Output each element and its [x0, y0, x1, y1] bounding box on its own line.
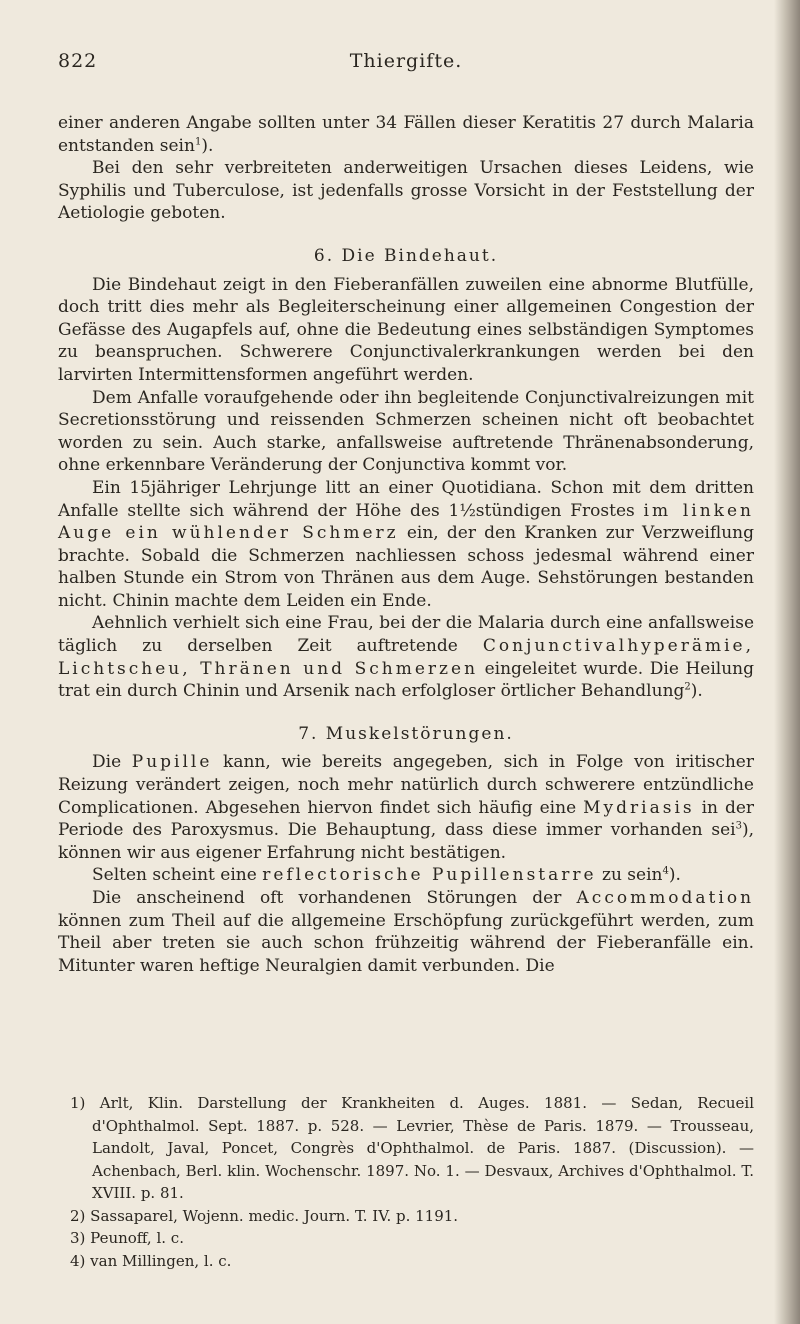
paragraph: Die Bindehaut zeigt in den Fieberanfällen zuweilen eine abnorme Blutfülle, doch tritt dies mehr als Begleiterscheinung einer allgemeinen Congestion der Gefässe des Augapfels auf, ohne die Bedeutung eines selbständigen Symptomes zu beanspruchen. Schwerere Conjunctivalerkrankungen werden bei den larvirten Intermittensformen angeführt werden. — [58, 274, 754, 385]
paragraph: Ein 15jähriger Lehrjunge litt an einer Quotidiana. Schon mit dem dritten Anfalle stellte sich während der Höhe des 1½stündigen Frostes im linken Auge ein wühlender Schmerz ein, der den Kranken zur Verzweiflung brachte. Sobald die Schmerzen nachliessen schoss jedesmal während einer halben Stunde ein Strom von Thränen aus dem Auge. Sehstörungen bestanden nicht. Chinin machte dem Leiden ein Ende. — [58, 477, 754, 611]
paragraph: Aehnlich verhielt sich eine Frau, bei der die Malaria durch eine anfallsweise täglich zu derselben Zeit auftretende Conjunctivalhyperämie, Lichtscheu, Thränen und Schmerzen eingeleitet wurde. Die Heilung trat ein durch Chinin und Arsenik nach erfolgloser örtlicher Behandlung$^2$). — [58, 613, 755, 702]
paragraph: Dem Anfalle voraufgehende oder ihn begleitende Conjunctivalreizungen mit Secretionsstörung und reissenden Schmerzen scheinen nicht oft beobachtet worden zu sein. Auch starke, anfallsweise auftretende Thränenabsonderung, ohne erkennbare Veränderung der Conjunctiva kommt vor. — [58, 387, 754, 476]
spaced-emphasis: Conjunctivalhyperämie, Lichtscheu, Thränen und Schmerzen — [58, 636, 754, 679]
page-header — [58, 50, 754, 76]
spaced-emphasis: im linken Auge ein wühlender Schmerz — [58, 500, 754, 544]
running-title: Thiergifte. — [349, 50, 463, 72]
footnote-ref: 4 — [662, 865, 669, 877]
spaced-emphasis: Mydriasis — [583, 797, 695, 818]
footnote: 4) van Millingen, l. c. — [70, 1251, 232, 1270]
body-text — [58, 112, 754, 977]
footnote-ref: 2 — [684, 681, 691, 693]
paragraph: Bei den sehr verbreiteten anderweitigen Ursachen dieses Leidens, wie Syphilis und Tuberculose, ist jedenfalls grosse Vorsicht in der Feststellung der Aetiologie geboten. — [58, 158, 754, 224]
footnotes — [58, 1092, 754, 1272]
paragraph: Die Pupille kann, wie bereits angegeben, sich in Folge von iritischer Reizung verändert zeigen, noch mehr natürlich durch schwerere entzündliche Complicationen. Abgesehen hiervon findet sich häufig eine Mydriasis in der Periode des Paroxysmus. Die Behauptung, dass diese immer vorhanden sei$^3$), können wir aus eigener Erfahrung nicht bestätigen. — [58, 752, 755, 863]
paragraph: Die anscheinend oft vorhandenen Störungen der Accommodation können zum Theil auf die allgemeine Erschöpfung zurückgeführt werden, zum Theil aber treten sie auch schon frühzeitig während der Fieberanfälle ein. Mitunter waren heftige Neuralgien damit verbunden. Die — [58, 888, 755, 976]
spaced-emphasis: Pupille — [131, 752, 213, 773]
spaced-emphasis: Accommodation — [576, 888, 755, 908]
spaced-emphasis: reflectorische Pupillenstarre — [262, 865, 597, 886]
paragraph: Selten scheint eine reflectorische Pupillenstarre zu sein$^4$). — [92, 865, 681, 886]
footnote: 1) Arlt, Klin. Darstellung der Krankheiten d. Auges. 1881. — Sedan, Recueil d'Ophthalmol. Sept. 1887. p. 528. — Levrier, Thèse de Paris. 1879. — Trousseau, Landolt, Javal, Poncet, Congrès d'Ophthalmol. de Paris. 1887. (Discussion). — Achenbach, Berl. klin. Wochenschr. 1897. No. 1. — Desvaux, Archives d'Ophthalmol. T. XVIII. p. 81. — [70, 1094, 754, 1202]
page-number: 822 — [58, 50, 98, 72]
footnote-ref: 1 — [194, 135, 202, 147]
section-heading: 6. Die Bindehaut. — [313, 245, 499, 266]
footnote: 2) Sassaparel, Wojenn. medic. Journ. T. IV. p. 1191. — [70, 1206, 459, 1225]
page-edge-shadow — [774, 0, 800, 1324]
section-heading: 7. Muskelstörungen. — [298, 723, 514, 744]
footnote-ref: 3 — [735, 820, 742, 832]
footnote: 3) Peunoff, l. c. — [70, 1229, 184, 1247]
paragraph: einer anderen Angabe sollten unter 34 Fällen dieser Keratitis 27 durch Malaria entstanden sein$^1$). — [58, 113, 754, 156]
